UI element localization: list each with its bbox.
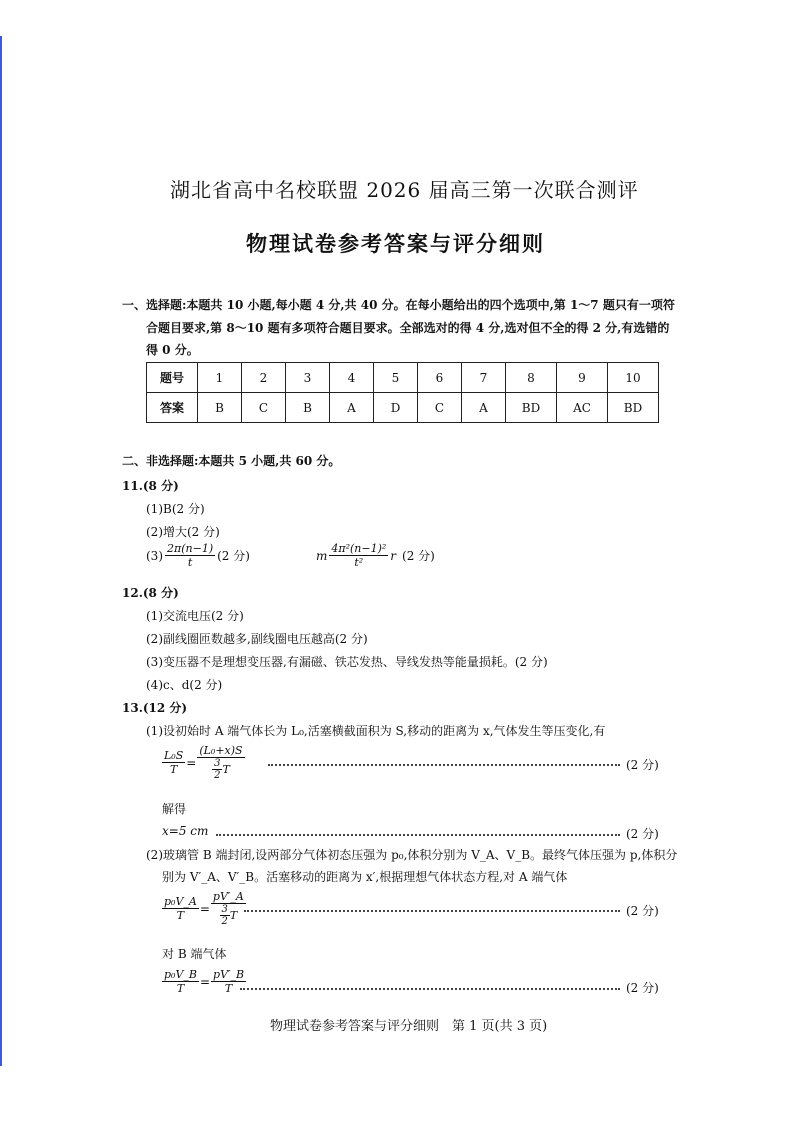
q13-equation-1: $\frac{\text{L₀S}}{T}$ = (L₀+x)S $\frac{3}{2}$ T bbox=[164, 744, 243, 781]
q11-heading: 11.(8 分) bbox=[122, 479, 179, 493]
dotted-leader bbox=[240, 988, 620, 990]
eq2-right-fraction bbox=[211, 890, 246, 927]
eq3-left-fraction bbox=[162, 968, 199, 995]
q12-part2: (2)副线圈匝数越多,副线圈电压越高(2 分) bbox=[146, 632, 368, 646]
q13-solve-label: 解得 bbox=[162, 802, 187, 816]
row-label-number: 题号 bbox=[147, 363, 198, 393]
fraction-denominator bbox=[218, 904, 240, 927]
q12-heading: 12.(8 分) bbox=[122, 586, 179, 600]
q13-score-eq3: (2 分) bbox=[626, 981, 659, 995]
dotted-leader bbox=[244, 910, 620, 912]
table-cell: 10 bbox=[608, 363, 659, 393]
section2-heading: 二、非选择题:本题共 5 小题,共 60 分。 bbox=[122, 454, 341, 468]
fraction-numerator: 3 bbox=[214, 758, 221, 769]
q11-score-1: (2 分) bbox=[217, 548, 250, 563]
table-cell: 4 bbox=[330, 363, 374, 393]
q11-fraction-1 bbox=[165, 542, 215, 569]
q11-part3 bbox=[146, 542, 435, 569]
q11-radius-symbol: r bbox=[390, 548, 397, 563]
answer-key-title: 物理试卷参考答案与评分细则 bbox=[246, 231, 545, 256]
q13-equation-3: $\frac{\text{p₀V\_B}}{T}$ = $\frac{pV'\_B}{T}$ bbox=[164, 968, 245, 995]
table-cell: C bbox=[242, 393, 286, 423]
table-cell: 1 bbox=[198, 363, 242, 393]
fraction-numerator: L₀S bbox=[164, 749, 184, 762]
table-cell: 5 bbox=[374, 363, 418, 393]
fraction-denominator: T bbox=[169, 763, 178, 776]
fraction-numerator: 2π(n−1) bbox=[167, 542, 214, 555]
fraction-numerator: 4π²(n−1)² bbox=[331, 542, 387, 555]
left-edge-bar bbox=[0, 36, 2, 1066]
fraction-denominator: T bbox=[224, 982, 233, 995]
fraction-denominator: T bbox=[176, 982, 185, 995]
q11-part3-label: (3) bbox=[146, 548, 163, 563]
q13-score-eq1: (2 分) bbox=[626, 758, 659, 772]
fraction-denominator: t² bbox=[354, 556, 364, 569]
table-cell: 7 bbox=[462, 363, 506, 393]
section1-line3: 得 0 分。 bbox=[146, 343, 199, 357]
temperature-symbol: T bbox=[229, 909, 238, 922]
three-halves bbox=[212, 758, 222, 781]
section1-line2: 合题目要求,第 8～10 题有多项符合题目要求。全部选对的得 4 分,选对但不全的得 2 分,有选错的 bbox=[146, 321, 670, 335]
q13-equation-2: $\frac{\text{p₀V\_A}}{T}$ = pV′_A $\frac{3}{2}$ T bbox=[164, 890, 244, 927]
answer-table bbox=[146, 362, 659, 423]
dotted-leader bbox=[216, 834, 620, 836]
table-row-numbers bbox=[147, 363, 659, 393]
q11-score-2: (2 分) bbox=[402, 548, 435, 563]
page-footer: 物理试卷参考答案与评分细则 第 1 页(共 3 页) bbox=[270, 1019, 548, 1034]
eq2-left-fraction bbox=[162, 895, 199, 922]
q11-part2: (2)增大(2 分) bbox=[146, 525, 220, 539]
q13-heading: 13.(12 分) bbox=[122, 701, 188, 715]
table-cell: C bbox=[418, 393, 462, 423]
fraction-denominator bbox=[210, 758, 232, 781]
table-cell: 3 bbox=[286, 363, 330, 393]
table-cell: 9 bbox=[557, 363, 608, 393]
q11-fraction-2 bbox=[329, 542, 388, 569]
fraction-numerator: pV′_A bbox=[212, 890, 244, 903]
table-cell: 8 bbox=[506, 363, 557, 393]
table-cell: B bbox=[198, 393, 242, 423]
eq1-left-fraction bbox=[162, 749, 185, 776]
fraction-denominator: 2 bbox=[221, 916, 228, 927]
table-cell: 6 bbox=[418, 363, 462, 393]
table-cell: BD bbox=[506, 393, 557, 423]
eq3-right-fraction bbox=[211, 968, 246, 995]
q12-part1: (1)交流电压(2 分) bbox=[146, 609, 244, 623]
table-row-answers bbox=[147, 393, 659, 423]
table-cell: B bbox=[286, 393, 330, 423]
fraction-denominator: 2 bbox=[214, 770, 221, 781]
table-cell: D bbox=[374, 393, 418, 423]
q12-part3: (3)变压器不是理想变压器,有漏磁、铁芯发热、导线发热等能量损耗。(2 分) bbox=[146, 655, 548, 669]
table-cell: A bbox=[330, 393, 374, 423]
q11-mass-symbol: m bbox=[315, 548, 328, 563]
q13-score-eq2: (2 分) bbox=[626, 904, 659, 918]
row-label-answer: 答案 bbox=[147, 393, 198, 423]
q11-part1: (1)B(2 分) bbox=[146, 502, 205, 516]
table-cell: BD bbox=[608, 393, 659, 423]
dotted-leader bbox=[268, 764, 620, 766]
q13-part2-line1: (2)玻璃管 B 端封闭,设两部分气体初态压强为 p₀,体积分别为 V_A、V_B。最终气体压强为 p,体积分 bbox=[146, 848, 678, 862]
q13-score-result: (2 分) bbox=[626, 827, 659, 841]
fraction-numerator: pV′_B bbox=[213, 968, 245, 981]
fraction-denominator: T bbox=[176, 909, 185, 922]
q13-for-b-label: 对 B 端气体 bbox=[162, 947, 227, 961]
q13-result: x=5 cm bbox=[162, 824, 209, 838]
exam-title: 湖北省高中名校联盟 2026 届高三第一次联合测评 bbox=[170, 178, 639, 202]
three-halves bbox=[220, 904, 230, 927]
table-cell: A bbox=[462, 393, 506, 423]
fraction-denominator: t bbox=[187, 556, 193, 569]
fraction-numerator: p₀V_A bbox=[164, 895, 197, 908]
q13-part1: (1)设初始时 A 端气体长为 L₀,活塞横截面积为 S,移动的距离为 x,气体发生等压变化,有 bbox=[146, 724, 606, 738]
fraction-numerator: p₀V_B bbox=[164, 968, 197, 981]
eq1-right-fraction bbox=[197, 744, 244, 781]
table-cell: 2 bbox=[242, 363, 286, 393]
section1-line1: 一、选择题:本题共 10 小题,每小题 4 分,共 40 分。在每小题给出的四个选项中,第 1～7 题只有一项符 bbox=[122, 298, 675, 312]
q12-part4: (4)c、d(2 分) bbox=[146, 678, 223, 692]
temperature-symbol: T bbox=[222, 763, 230, 776]
fraction-numerator: 3 bbox=[221, 904, 228, 915]
table-cell: AC bbox=[557, 393, 608, 423]
fraction-numerator: (L₀+x)S bbox=[199, 744, 243, 757]
q13-part2-line2: 别为 V′_A、V′_B。活塞移动的距离为 x′,根据理想气体状态方程,对 A 端气体 bbox=[162, 870, 568, 884]
